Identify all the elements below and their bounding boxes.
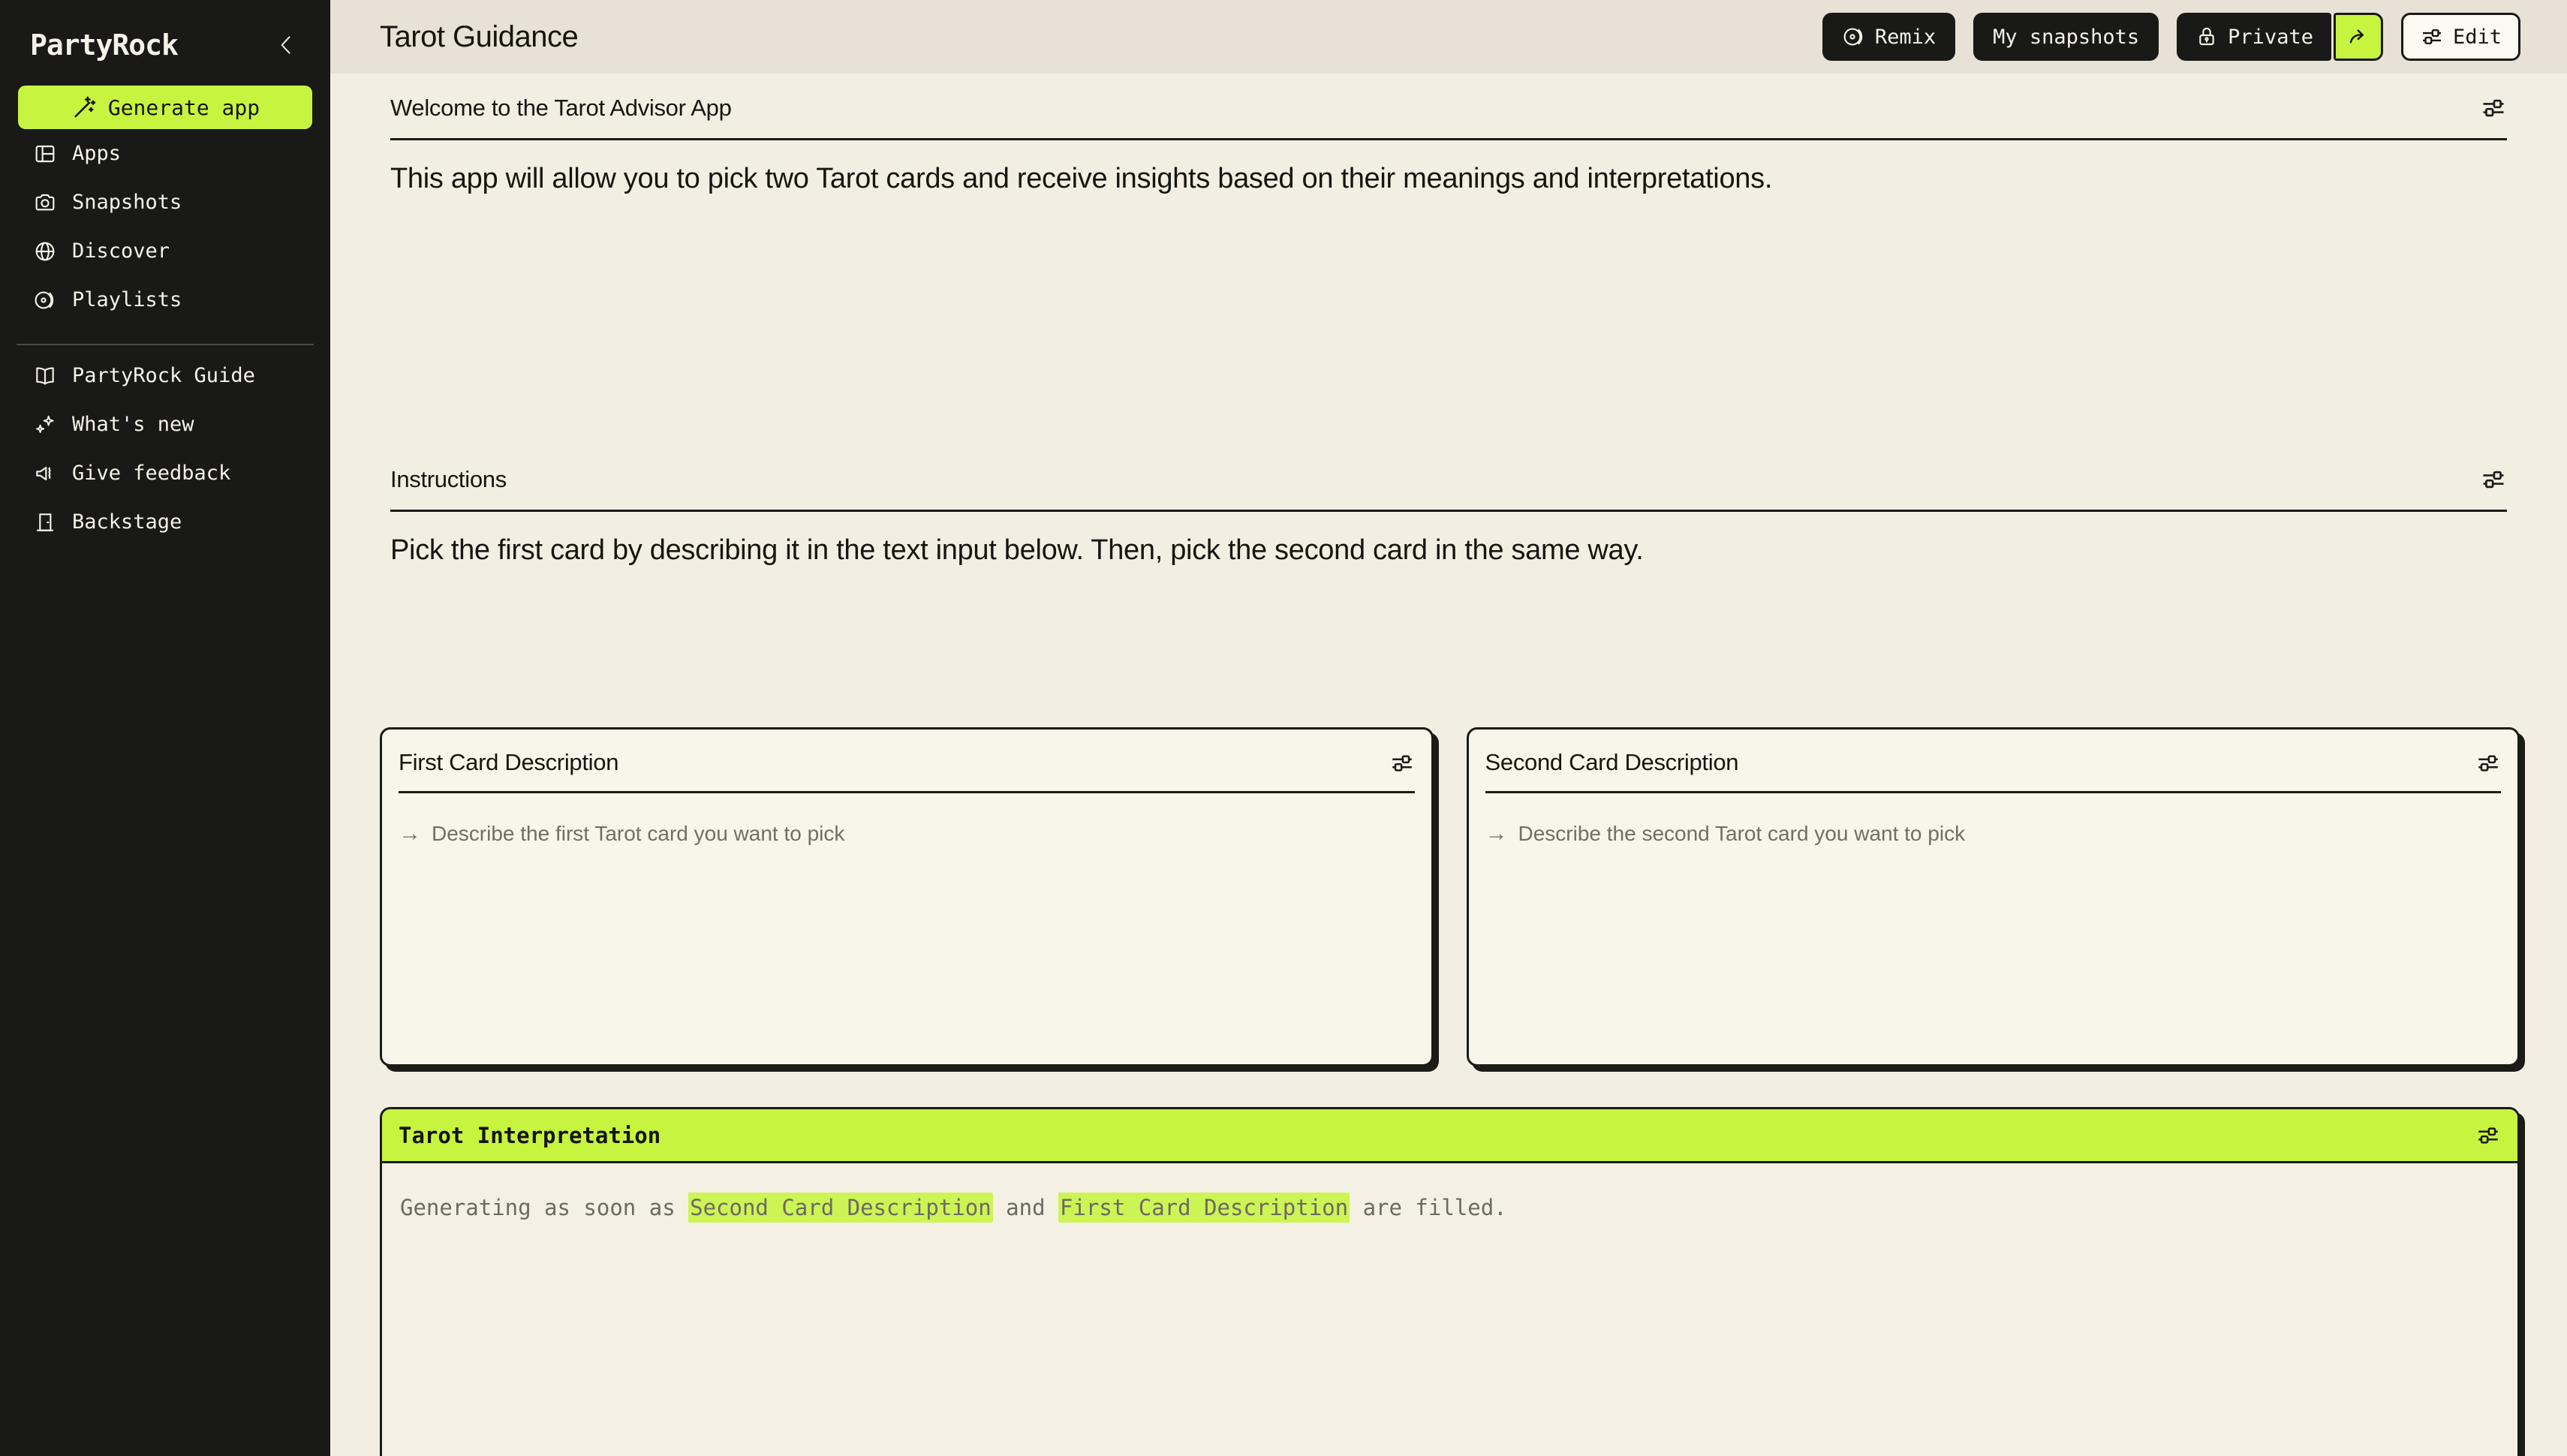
widget-settings-button[interactable]: [2480, 466, 2507, 493]
widget-tarot-interpretation: [380, 1107, 2520, 1456]
megaphone-icon: [33, 462, 57, 486]
sliders-icon: [2420, 25, 2444, 49]
widget-header: [1485, 730, 2502, 793]
sidebar: [0, 0, 330, 1456]
widget-title: First Card Description: [399, 749, 619, 775]
remix-button[interactable]: [1822, 13, 1955, 61]
private-visibility-button[interactable]: [2177, 13, 2331, 61]
widget-header: [399, 730, 1415, 793]
widget-welcome: [390, 95, 2507, 195]
open-book-icon: [33, 364, 57, 388]
widget-instructions-header: [390, 466, 2507, 512]
referenced-widget-chip: First Card Description: [1058, 1193, 1350, 1223]
widget-settings-button[interactable]: [2480, 95, 2507, 122]
my-snapshots-label: My snapshots: [1993, 25, 2140, 49]
widget-body-text: This app will allow you to pick two Tarot cards and receive insights based on their meanings and interpretations.: [390, 163, 1773, 194]
widget-title: Tarot Interpretation: [399, 1122, 661, 1148]
sidebar-item-label: Apps: [72, 142, 122, 165]
first-card-text-input[interactable]: [399, 817, 1415, 850]
edit-button[interactable]: [2401, 13, 2520, 61]
referenced-widget-chip: Second Card Description: [688, 1193, 993, 1223]
app-canvas: [330, 74, 2567, 1456]
widget-header: [382, 1109, 2517, 1163]
sliders-icon: [2475, 751, 2501, 776]
input-placeholder: Describe the second Tarot card you want to pick: [1518, 822, 1966, 845]
remix-label: Remix: [1874, 25, 1937, 49]
sidebar-item-give-feedback[interactable]: [0, 449, 330, 498]
door-icon: [33, 510, 57, 534]
input-placeholder: Describe the first Tarot card you want to pick: [432, 822, 845, 845]
widget-settings-button[interactable]: [2475, 1123, 2501, 1148]
sidebar-item-partyrock-guide[interactable]: [0, 351, 330, 400]
sidebar-item-label: PartyRock Guide: [72, 364, 255, 387]
widget-title: Welcome to the Tarot Advisor App: [390, 95, 732, 121]
arrow-right-icon: →: [1485, 821, 1508, 846]
globe-icon: [33, 239, 57, 263]
visibility-share-group: [2177, 13, 2383, 61]
sidebar-item-playlists[interactable]: [0, 275, 330, 324]
share-arrow-icon: [2346, 25, 2370, 49]
sidebar-collapse-button[interactable]: [270, 29, 303, 62]
status-prefix: Generating as soon as: [400, 1195, 689, 1220]
sliders-icon: [2480, 466, 2507, 493]
sidebar-header: [0, 0, 330, 62]
sidebar-secondary-nav: [0, 351, 330, 546]
generation-status-text: [382, 1163, 2517, 1252]
sidebar-item-whats-new[interactable]: [0, 400, 330, 449]
share-button[interactable]: [2334, 13, 2383, 61]
sparkles-icon: [33, 413, 57, 437]
top-bar: [330, 0, 2567, 74]
my-snapshots-button[interactable]: [1973, 13, 2159, 61]
apps-layout-icon: [33, 142, 57, 166]
widget-first-card-description: [380, 727, 1434, 1066]
main-area: [330, 0, 2567, 1456]
status-suffix: are filled.: [1350, 1195, 1507, 1220]
brand-logo[interactable]: PartyRock: [30, 29, 178, 62]
sidebar-item-label: Discover: [72, 239, 170, 263]
sidebar-primary-nav: [0, 129, 330, 324]
widget-instructions: [390, 466, 2507, 567]
arrow-right-icon: →: [399, 821, 421, 846]
generate-app-button[interactable]: [18, 86, 312, 129]
lock-icon: [2195, 25, 2219, 49]
sidebar-item-label: What's new: [72, 413, 194, 436]
status-middle: and: [992, 1195, 1058, 1220]
sidebar-item-apps[interactable]: [0, 129, 330, 178]
camera-icon: [33, 191, 57, 215]
widget-title: Instructions: [390, 466, 507, 492]
sidebar-item-snapshots[interactable]: [0, 178, 330, 227]
widget-settings-button[interactable]: [2475, 751, 2501, 776]
widget-title: Second Card Description: [1485, 749, 1739, 775]
edit-label: Edit: [2452, 25, 2502, 49]
magic-wand-icon: [71, 94, 98, 121]
sliders-icon: [2480, 95, 2507, 122]
input-widgets-row: [380, 727, 2520, 1066]
sidebar-divider: [17, 344, 314, 345]
second-card-text-input[interactable]: [1485, 817, 2502, 850]
generate-app-label: Generate app: [107, 95, 260, 120]
widget-settings-button[interactable]: [1389, 751, 1415, 776]
sidebar-item-label: Backstage: [72, 510, 182, 534]
widget-welcome-header: [390, 95, 2507, 140]
page-title: Tarot Guidance: [380, 20, 579, 53]
header-actions: [1822, 13, 2520, 61]
sliders-icon: [2475, 1123, 2501, 1148]
sidebar-item-label: Snapshots: [72, 191, 182, 214]
widget-body-text: Pick the first card by describing it in the text input below. Then, pick the second card in the same way.: [390, 534, 1644, 566]
private-label: Private: [2228, 25, 2313, 49]
sidebar-item-backstage[interactable]: [0, 498, 330, 546]
sidebar-item-discover[interactable]: [0, 227, 330, 275]
sidebar-item-label: Playlists: [72, 288, 182, 311]
sidebar-item-label: Give feedback: [72, 462, 231, 485]
sliders-icon: [1389, 751, 1415, 776]
widget-second-card-description: [1467, 727, 2520, 1066]
chevron-left-icon: [274, 32, 299, 58]
disc-icon: [33, 288, 57, 312]
remix-disc-icon: [1842, 25, 1866, 49]
